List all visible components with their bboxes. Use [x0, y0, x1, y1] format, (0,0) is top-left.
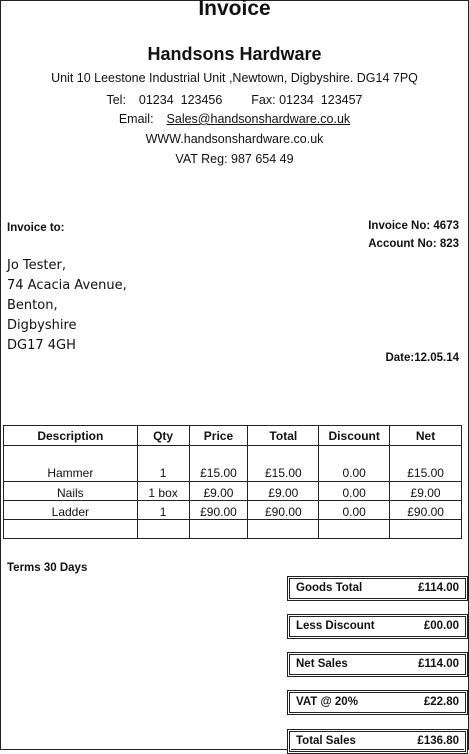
column-header: Qty	[137, 426, 189, 446]
table-row-empty	[4, 520, 462, 539]
customer-line: Benton,	[7, 298, 58, 313]
summary-net-sales	[289, 654, 466, 675]
customer-line: Jo Tester,	[7, 258, 66, 273]
summary-label: Net Sales	[296, 658, 348, 670]
cell-price: £9.00	[189, 482, 248, 501]
invoice-number	[368, 220, 459, 232]
cell-qty: 1	[137, 446, 189, 482]
summary-value: £22.80	[423, 696, 459, 708]
website-link[interactable]: WWW.handsonshardware.co.uk	[145, 132, 324, 146]
column-header: Total	[248, 426, 319, 446]
cell-net: £15.00	[390, 446, 462, 482]
summary-value: £00.00	[423, 620, 459, 632]
cell-discount: 0.00	[319, 446, 390, 482]
invoice-number-label: Invoice No:	[368, 220, 431, 232]
email-label: Email:	[118, 112, 154, 126]
column-header: Price	[189, 426, 248, 446]
summary-label: Less Discount	[296, 620, 375, 632]
cell-total: £15.00	[248, 446, 319, 482]
cell-description: Hammer	[4, 446, 138, 482]
customer-line: Digbyshire	[7, 318, 77, 333]
table-row	[4, 482, 462, 501]
payment-terms: Terms 30 Days	[7, 562, 88, 574]
email-link[interactable]: Sales@handsonshardware.co.uk	[166, 112, 351, 126]
cell-net: £90.00	[390, 501, 462, 520]
column-header: Description	[4, 426, 138, 446]
cell-description: Ladder	[4, 501, 138, 520]
summary-less-discount	[289, 616, 466, 637]
table-row	[4, 501, 462, 520]
invoice-title: Invoice	[198, 0, 271, 20]
summary-goods-total	[289, 578, 466, 599]
fax-number: 01234 123457	[279, 93, 363, 107]
summary-total-sales	[289, 731, 466, 752]
cell-price: £90.00	[189, 501, 248, 520]
summary-value: £114.00	[418, 658, 459, 670]
cell-description: Nails	[4, 482, 138, 501]
cell-total: £90.00	[248, 501, 319, 520]
vat-registration: VAT Reg: 987 654 49	[175, 152, 294, 166]
company-name: Handsons Hardware	[147, 44, 322, 64]
customer-line: 74 Acacia Avenue,	[7, 278, 127, 293]
customer-line: DG17 4GH	[7, 338, 76, 353]
summary-value: £114.00	[418, 582, 459, 594]
cell-qty: 1 box	[137, 482, 189, 501]
summary-vat	[289, 692, 466, 713]
summary-value: £136.80	[417, 735, 459, 747]
account-number	[368, 238, 459, 250]
tel-label: Tel:	[106, 93, 126, 107]
account-number-label: Account No:	[368, 238, 437, 250]
summary-label: Goods Total	[296, 582, 363, 594]
tel-number: 01234 123456	[138, 93, 223, 107]
invoice-to-label: Invoice to:	[7, 222, 65, 234]
cell-discount: 0.00	[319, 482, 390, 501]
summary-label: VAT @ 20%	[296, 696, 358, 708]
cell-total: £9.00	[248, 482, 319, 501]
date-label: Date:	[385, 352, 415, 364]
table-header-row	[4, 426, 462, 446]
fax-label: Fax:	[251, 93, 276, 107]
column-header: Discount	[319, 426, 390, 446]
company-address: Unit 10 Leestone Industrial Unit ,Newtown, Digbyshire. DG14 7PQ	[51, 71, 418, 85]
table-row	[4, 446, 462, 482]
line-items-table	[3, 425, 462, 539]
invoice-date	[385, 352, 459, 364]
invoice-number-value: 4673	[433, 220, 459, 232]
account-number-value: 823	[439, 238, 459, 250]
summary-label: Total Sales	[296, 735, 356, 747]
cell-net: £9.00	[390, 482, 462, 501]
cell-price: £15.00	[189, 446, 248, 482]
contact-row	[0, 93, 469, 107]
email-row	[0, 112, 469, 126]
cell-qty: 1	[137, 501, 189, 520]
cell-discount: 0.00	[319, 501, 390, 520]
column-header: Net	[390, 426, 462, 446]
date-value: 12.05.14	[414, 352, 459, 364]
